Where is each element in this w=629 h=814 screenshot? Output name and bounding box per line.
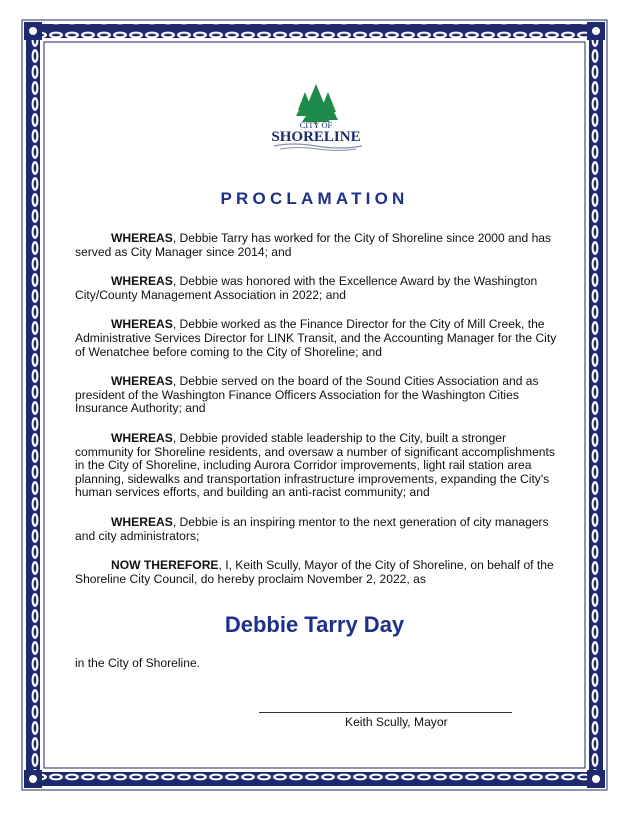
city-of-shoreline-logo bbox=[252, 80, 380, 152]
logo-city-of: CITY OF bbox=[299, 120, 333, 130]
paragraph bbox=[75, 375, 559, 416]
paragraph-lead: WHEREAS bbox=[111, 231, 173, 245]
logo-shoreline: SHORELINE bbox=[271, 129, 361, 145]
paragraph-text: , Debbie served on the board of the Sound Cities Association and as president of the Washington Finance Officers Association for the Washington Cities Insurance Authority; and bbox=[75, 374, 539, 416]
paragraph bbox=[75, 559, 559, 586]
paragraph bbox=[75, 232, 559, 259]
signature-line bbox=[259, 712, 512, 713]
paragraph-lead: WHEREAS bbox=[111, 430, 173, 445]
paragraph-lead: WHEREAS bbox=[111, 374, 173, 389]
paragraph bbox=[75, 318, 559, 359]
day-title: Debbie Tarry Day bbox=[224, 612, 405, 637]
paragraph-lead: WHEREAS bbox=[111, 514, 173, 529]
paragraph bbox=[75, 432, 559, 500]
paragraph-lead: WHEREAS bbox=[111, 274, 173, 289]
paragraph-text: , Debbie Tarry has worked for the City of Shoreline since 2000 and has served as City Manager since 2014; and bbox=[75, 231, 552, 259]
paragraph-text: , Debbie worked as the Finance Director for the City of Mill Creek, the Administrative Services Director for LINK Transit, and the Accounting Manager for the City of Wenatchee before coming to the City of Shoreline; and bbox=[75, 317, 557, 359]
closing-line: in the City of Shoreline. bbox=[75, 656, 201, 670]
paragraph-text: , Debbie provided stable leadership to the City, built a stronger community for Shoreline residents, and oversaw a number of significant accomplishments in the City of Shoreline, including Aurora Corridor improvements, light rail station area planning, sidewalks and transportation infrastructure improvements, expanding the City's human services efforts, and building an anti-racist community; and bbox=[75, 430, 555, 500]
paragraph bbox=[75, 275, 559, 302]
tree-icon bbox=[296, 84, 338, 122]
paragraph-text: , Debbie was honored with the Excellence Award by the Washington City/County Management Association in 2022; and bbox=[75, 274, 538, 302]
signature-name: Keith Scully, Mayor bbox=[345, 715, 448, 729]
paragraph bbox=[75, 516, 559, 543]
paragraph-text: , Debbie is an inspiring mentor to the next generation of city managers and city administrators; bbox=[75, 514, 549, 543]
paragraph-lead: WHEREAS bbox=[111, 317, 173, 332]
proclamation-body bbox=[75, 232, 559, 602]
proclamation-title: PROCLAMATION bbox=[220, 189, 409, 208]
paragraph-lead: NOW THEREFORE bbox=[111, 558, 219, 573]
paragraph-text: , I, Keith Scully, Mayor of the City of Shoreline, on behalf of the Shoreline City Council, do hereby proclaim November 2, 2022, as bbox=[75, 558, 554, 586]
